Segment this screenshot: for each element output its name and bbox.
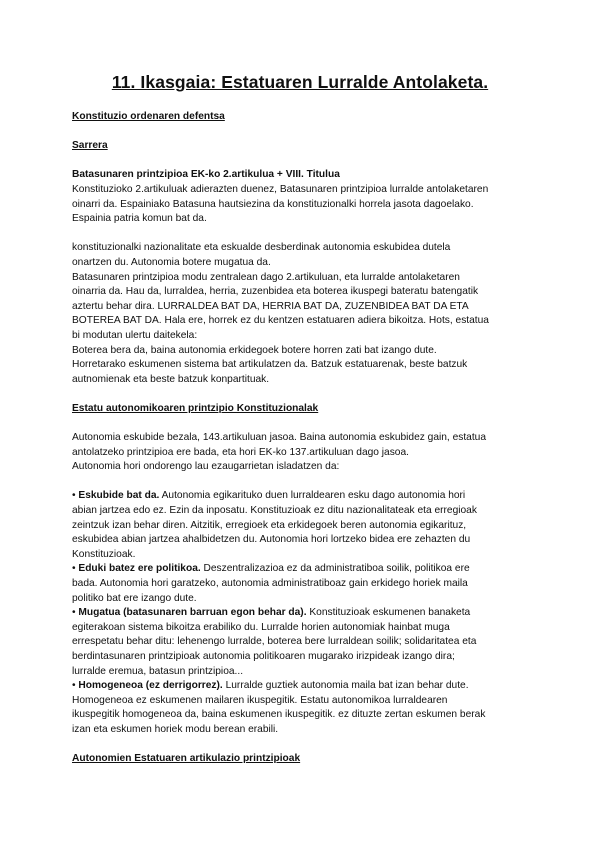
text-line: Boterea bera da, baina autonomia erkidegoek botere horren zati bat izango dute.: [72, 344, 437, 356]
item-lead: Eduki batez ere politikoa.: [78, 563, 201, 575]
text-line: Konstituzioak.: [72, 548, 136, 560]
text-line: ikuspegitik homogeneoa da, baina eskumenen ikuspegitik. ez dituzte zertan eskumen berak: [72, 709, 486, 721]
text-line: egiterakoan sistema bikoitza erabiliko du. Lurralde horien autonomiak hainbat muga: [72, 621, 450, 633]
item-text: Konstituzioak eskumenen banaketa: [306, 607, 471, 619]
text-line: antolatzeko printzipioa ere bada, eta hori EK-ko 137.artikuluan dago jasoa.: [72, 446, 409, 458]
document-body: [72, 110, 532, 767]
bullet: •: [72, 680, 79, 692]
list-item: [72, 679, 532, 737]
text-line: onartzen du. Autonomia botere mugatua da.: [72, 256, 271, 268]
paragraph-batasuna: [72, 183, 532, 227]
section-heading-defentsa: Konstituzio ordenaren defentsa: [72, 111, 225, 122]
item-lead: Eskubide bat da.: [78, 490, 160, 502]
text-line: berdintasunaren printzipioak autonomia politikoaren mugarako irizpideak izango dira;: [72, 650, 455, 662]
subheading-batasuna: Batasunaren printzipioa EK-ko 2.artikulua + VIII. Titulua: [72, 169, 340, 181]
item-text: Lurralde guztiek autonomia maila bat izan behar dute.: [222, 680, 469, 692]
item-lead: Homogeneoa (ez derrigorrez).: [78, 680, 223, 692]
page-title: 11. Ikasgaia: Estatuaren Lurralde Antolaketa.: [111, 72, 489, 92]
item-text: Autonomia egikarituko duen lurraldearen esku dago autonomia hori: [159, 490, 466, 502]
bullet: •: [72, 563, 79, 575]
text-line: Batasunaren printzipioa modu zentralean dago 2.artikuluan, eta lurralde antolaketaren: [72, 271, 460, 283]
text-line: [72, 489, 532, 504]
section-heading-artikulazioa: Autonomien Estatuaren artikulazio printzipioak: [72, 753, 301, 765]
text-line: Horretarako eskumenen sistema bat artikulatzen da. Batzuk estatuarenak, beste batzuk: [72, 359, 468, 371]
text-line: zeintzuk izan behar diren. Aitzitik, erregioek eta erkidegoek beren autonomia egikarituz,: [72, 519, 467, 531]
text-line: autnomienak eta beste batzuk konpartituak.: [72, 373, 270, 385]
text-line: aztertu behar dira. LURRALDEA BAT DA, HERRIA BAT DA, ZUZENBIDEA BAT DA ETA: [72, 300, 469, 312]
text-line: BOTEREA BAT DA. Hala ere, horrek ez du kentzen estatuaren adiera bikoitza. Hots, estatua: [72, 315, 489, 327]
item-lead: Mugatua (batasunaren barruan egon behar da).: [78, 607, 307, 619]
text-line: Autonomia hori ondorengo lau ezaugarrietan isladatzen da:: [72, 461, 340, 473]
list-item: [72, 562, 532, 606]
text-line: lurralde eremua, batasun printzipioa...: [72, 665, 244, 677]
text-line: Autonomia eskubide bezala, 143.artikuluan jasoa. Baina autonomia eskubidez gain, estatua: [72, 432, 487, 444]
text-line: politiko bat ere izango dute.: [72, 592, 197, 604]
text-line: eskubidea abian jartzea ahalbidetzen du. Autonomia hori lortzeko bidea ere zehazten du: [72, 534, 471, 546]
text-line: bi modutan ulertu daitekela:: [72, 329, 198, 341]
bullet: •: [72, 607, 79, 619]
text-line: Espainia patria komun bat da.: [72, 213, 207, 225]
text-line: izan eta eskumen horiek modu berean erabili.: [72, 723, 279, 735]
text-line: oinarri da. Espainiako Batasuna hautsiezina da konstituzionalki horrela jasota dagoelako.: [72, 198, 474, 210]
text-line: Konstituzioko 2.artikuluak adierazten duenez, Batasunaren printzipioa lurralde antolaketaren: [72, 183, 489, 195]
text-line: errespetatu behar ditu: lehenengo lurralde, boterea bere lurraldean soilik; solidaritatea eta: [72, 636, 477, 648]
text-line: konstituzionalki nazionalitate eta eskualde desberdinak autonomia eskubidea dutela: [72, 242, 451, 254]
text-line: [72, 679, 532, 694]
item-text: Deszentralizazioa ez da administratiboa soilik, politikoa ere: [200, 563, 470, 575]
list-item: [72, 606, 532, 679]
text-line: oinarria da. Hau da, lurraldea, herria, zuzenbidea eta boterea ikuspegi bateratu batengatik: [72, 286, 479, 298]
text-line: [72, 606, 532, 621]
text-line: bada. Autonomia hori garatzeko, autonomia administratiboaz gain erkidego horiek maila: [72, 578, 468, 589]
text-line: abian jartzea edo ez. Ezin da inposatu. Konstituzioak ez ditu nazionalitateak eta erregioak: [72, 505, 477, 517]
paragraph-autonomia: [72, 241, 532, 387]
paragraph-eskubidea: [72, 431, 532, 475]
text-line: Homogeneoa ez eskumenen mailaren ikuspegitik. Estatu autonomikoa lurraldearen: [72, 694, 448, 706]
section-heading-printzipioak: Estatu autonomikoaren printzipio Konstituzionalak: [72, 402, 319, 414]
section-heading-sarrera: Sarrera: [72, 140, 108, 152]
bullet: •: [72, 490, 79, 502]
list-item: [72, 489, 532, 562]
text-line: [72, 562, 532, 577]
